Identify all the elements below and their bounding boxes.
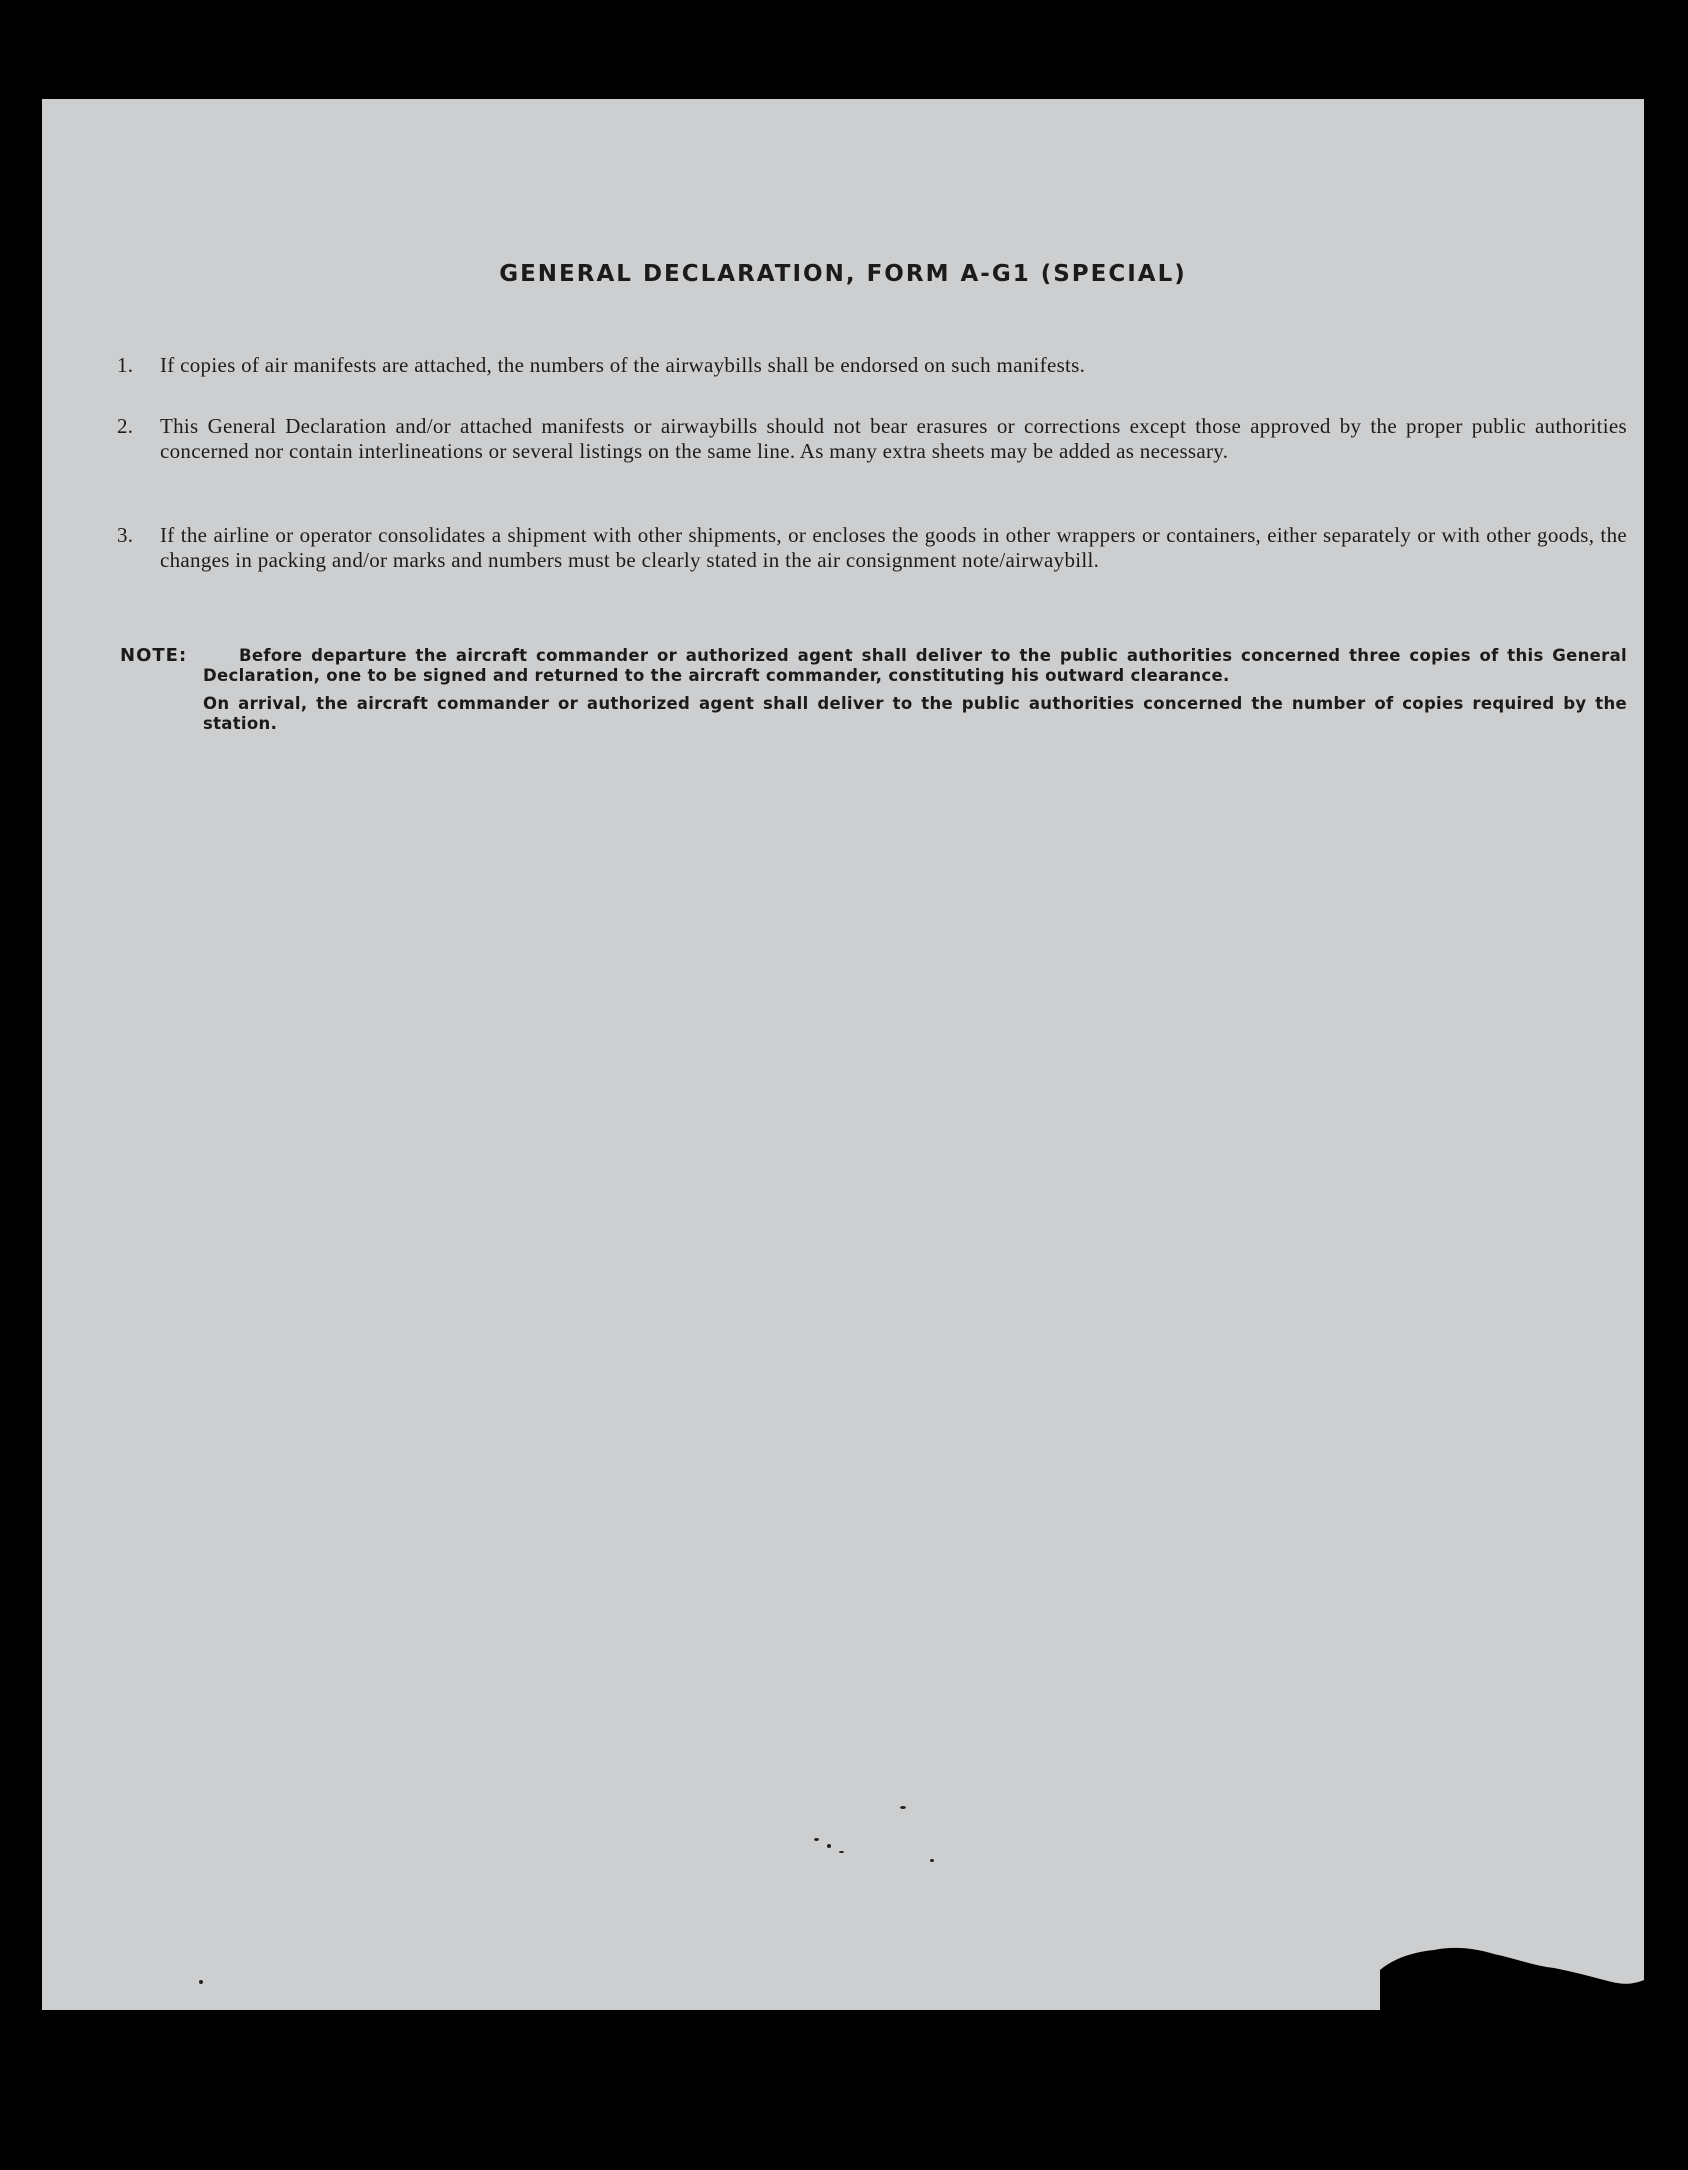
instruction-item-1 (117, 353, 1627, 378)
note-label: NOTE: (120, 645, 188, 666)
instruction-number: 3. (117, 523, 134, 547)
scan-speck (814, 1838, 819, 1841)
instruction-item-2 (117, 414, 1627, 464)
scan-speck (900, 1806, 906, 1809)
instruction-number: 1. (117, 353, 134, 377)
instruction-text: If copies of air manifests are attached, the numbers of the airwaybills shall be endorsed on such manifests. (160, 353, 1086, 377)
instruction-number: 2. (117, 414, 134, 438)
instruction-text: This General Declaration and/or attached manifests or airwaybills should not bear erasures or corrections except those approved by the proper public authorities concerned nor contain interlineations or several listings on the same line. As many extra sheets may be added as necessary. (160, 414, 1627, 463)
scan-speck (839, 1851, 844, 1853)
instruction-text: If the airline or operator consolidates a shipment with other shipments, or encloses the goods in other wrappers or containers, either separately or with other goods, the changes in packing and/or marks and numbers must be clearly stated in the air consignment note/airwaybill. (160, 523, 1627, 572)
document-page (42, 99, 1644, 2010)
note-block (120, 646, 1627, 734)
form-title: GENERAL DECLARATION, FORM A-G1 (SPECIAL) (499, 261, 1187, 287)
note-paragraph-departure: Before departure the aircraft commander or authorized agent shall deliver to the public authorities concerned three copies of this General Declaration, one to be signed and returned to the aircraft commander, constituting his outward clearance. (203, 646, 1627, 685)
scan-speck (930, 1859, 934, 1862)
torn-corner (1374, 1940, 1644, 2010)
scan-speck (827, 1844, 831, 1848)
note-paragraph-arrival: On arrival, the aircraft commander or authorized agent shall deliver to the public authorities concerned the number of copies required by the station. (203, 694, 1627, 733)
scan-speck (199, 1980, 203, 1984)
instruction-item-3 (117, 523, 1627, 573)
